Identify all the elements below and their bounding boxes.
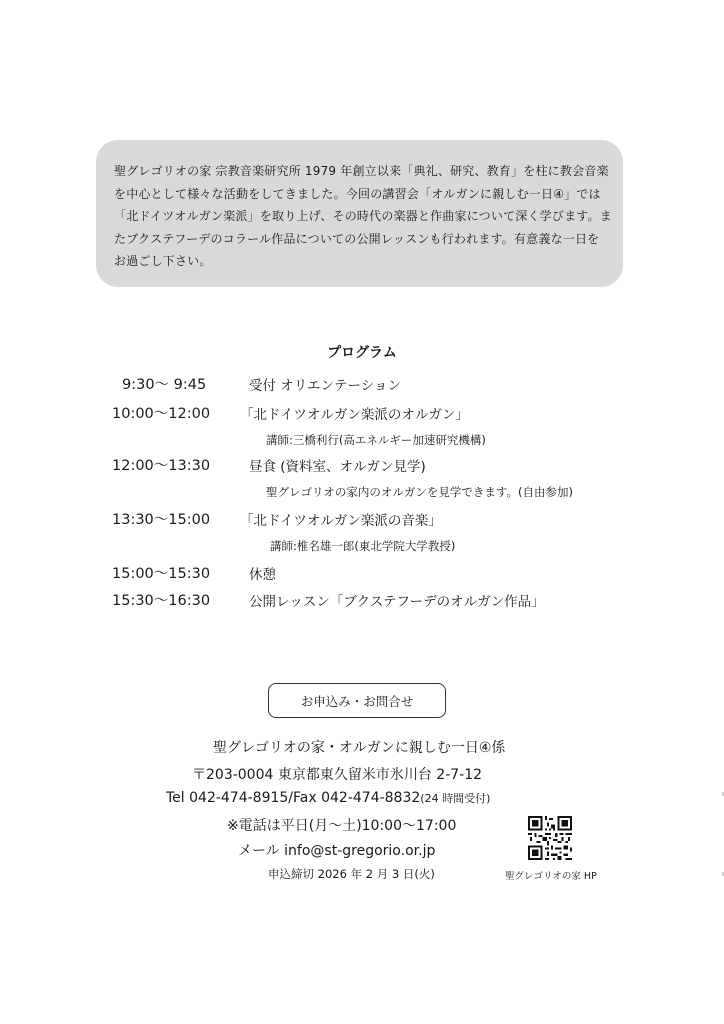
email-line[interactable]: メール info@st-gregorio.or.jp xyxy=(238,843,436,859)
program-desc-6: 公開レッスン「ブクステフーデのオルガン作品」 xyxy=(249,594,545,610)
program-desc-5: 休憩 xyxy=(249,567,276,583)
program-title: プログラム xyxy=(327,345,397,361)
program-desc-2: 「北ドイツオルガン楽派のオルガン」 xyxy=(240,407,469,423)
program-time-2: 10:00〜12:00 xyxy=(112,406,211,422)
contact-button[interactable] xyxy=(268,683,446,718)
qr-caption: 聖グレゴリオの家 HP xyxy=(505,871,597,882)
program-desc-3: 昼食 (資料室、オルガン見学) xyxy=(249,459,426,475)
program-time-4: 13:30〜15:00 xyxy=(112,512,211,528)
intro-line-3: 「北ドイツオルガン楽派」を取り上げ、その時代の楽器と作曲家について深く学びます。ま xyxy=(114,209,612,223)
program-note-3: 聖グレゴリオの家内のオルガンを見学できます。(自由参加) xyxy=(266,485,573,499)
program-time-6: 15:30〜16:30 xyxy=(112,593,211,609)
intro-line-1: 聖グレゴリオの家 宗教音楽研究所 1979 年創立以来「典礼、研究、教育」を柱に教会音楽 xyxy=(114,164,609,178)
program-desc-4: 「北ドイツオルガン楽派の音楽」 xyxy=(240,513,442,529)
intro-line-2: を中心として様々な活動をしてきました。今回の講習会「オルガンに親しむ一日④」では xyxy=(114,186,601,201)
program-time-1: 9:30〜 9:45 xyxy=(122,377,207,393)
tel-note: (24 時間受付) xyxy=(420,792,491,805)
intro-box xyxy=(96,140,623,287)
deadline-line: 申込締切 2026 年 2 月 3 日(火) xyxy=(268,867,435,881)
contact-button-label: お申込み・お問合せ xyxy=(300,693,414,709)
intro-line-4: たブクステフーデのコラール作品についての公開レッスンも行われます。有意義な一日を xyxy=(114,231,600,246)
qr-code[interactable] xyxy=(528,816,572,860)
tel-fax-text: Tel 042-474-8915/Fax 042-474-8832 xyxy=(166,790,421,806)
program-desc-1: 受付 オリエンテーション xyxy=(249,378,401,394)
address-line: 〒203-0004 東京都東久留米市氷川台 2-7-12 xyxy=(192,767,483,783)
tel-fax-line xyxy=(166,790,490,806)
program-note-4: 講師:椎名雄一郎(東北学院大学教授) xyxy=(270,539,456,553)
program-note-2: 講師:三橋利行(高エネルギー加速研究機構) xyxy=(266,433,486,447)
phone-hours-line: ※電話は平日(月〜土)10:00〜17:00 xyxy=(227,818,457,834)
intro-line-5: お過ごし下さい。 xyxy=(114,254,212,268)
program-time-3: 12:00〜13:30 xyxy=(112,458,211,474)
organizer-line: 聖グレゴリオの家・オルガンに親しむ一日④係 xyxy=(213,740,506,756)
program-time-5: 15:00〜15:30 xyxy=(112,566,211,582)
